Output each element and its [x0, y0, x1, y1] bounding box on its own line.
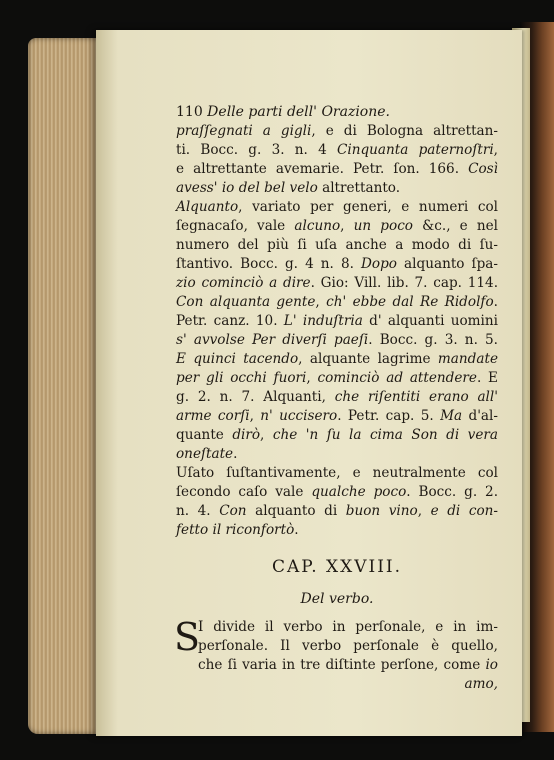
drop-cap-letter: S — [174, 615, 201, 659]
text-run: zio — [176, 275, 202, 291]
text-line — [176, 217, 498, 236]
text-line — [176, 350, 498, 369]
text-run: , — [260, 427, 273, 443]
text-run: Petr. canz. 10. — [176, 313, 284, 329]
text-run: , variato per generi, e numeri col — [238, 199, 498, 215]
text-run: L' induſtria — [283, 313, 363, 329]
body-text-block — [176, 103, 498, 540]
text-line — [176, 236, 498, 255]
text-line — [176, 464, 498, 483]
text-run: alcuno — [294, 218, 341, 234]
text-run: . — [493, 294, 498, 310]
text-line — [176, 388, 498, 407]
text-run: ſecondo caſo vale — [176, 484, 312, 500]
text-run: perſonale. Il verbo perſonale è quello, — [198, 638, 498, 654]
text-line — [176, 445, 498, 464]
text-line — [176, 103, 498, 122]
text-run: , alquante lagrime — [298, 351, 438, 367]
text-run: Delle parti dell' Orazione. — [202, 104, 390, 120]
text-line — [176, 502, 498, 521]
text-run: . Gio: Vill. lib. 7. cap. 114. — [310, 275, 499, 291]
text-run: quante — [176, 427, 233, 443]
chapter-subtitle: Del verbo. — [300, 591, 374, 607]
text-run: che 'n ſu la cima Son di vera — [272, 427, 498, 443]
chapter-heading: CAP. XXVIII. — [271, 557, 403, 577]
text-run: cominciò ad attendere — [317, 370, 477, 386]
text-run: cominciò a dire — [201, 275, 311, 291]
text-run: oneſtate — [176, 446, 234, 462]
text-line — [176, 179, 498, 198]
text-line — [176, 141, 498, 160]
text-run: s' avvolse Per diverſi paeſi — [176, 332, 369, 348]
text-run: alquanto di — [246, 503, 346, 519]
text-line — [176, 521, 498, 540]
text-run: Con — [219, 503, 247, 519]
text-run: io — [485, 657, 498, 673]
text-run: &c., e nel — [413, 218, 499, 234]
text-run: e di con- — [430, 503, 498, 519]
text-line — [176, 274, 498, 293]
text-line — [176, 198, 498, 217]
text-run: buon vino — [345, 503, 418, 519]
text-line — [176, 426, 498, 445]
text-line — [176, 331, 498, 350]
text-run: per gli occhi fuori — [176, 370, 307, 386]
text-line — [176, 483, 498, 502]
text-run: Dopo — [361, 256, 397, 272]
text-run: . Bocc. g. 2. — [406, 484, 499, 500]
text-run: che ſi varia in tre diſtinte perſone, come — [198, 657, 486, 673]
text-run: d'al- — [462, 408, 498, 424]
text-run: . E — [476, 370, 498, 386]
paragraph-line — [198, 637, 498, 656]
text-run: un poco — [353, 218, 413, 234]
text-run: , — [249, 408, 261, 424]
catchword-text: amo, — [464, 676, 498, 692]
text-run: g. 2. n. 7. Alquanti, — [176, 389, 335, 405]
text-run: numero del più ſi uſa anche a modo di ſu- — [176, 237, 498, 253]
text-run: Così — [468, 161, 498, 177]
text-run: mandate — [437, 351, 498, 367]
text-run: altrettanto. — [317, 180, 401, 196]
text-run: arme corſi — [176, 408, 250, 424]
text-run: che riſentiti erano all' — [334, 389, 498, 405]
text-line — [176, 369, 498, 388]
text-run: 110 — [176, 104, 203, 120]
paragraph-line — [198, 656, 498, 675]
text-run: Con — [176, 294, 204, 310]
text-run: . Bocc. g. 3. n. 5. — [368, 332, 498, 348]
text-run: E quinci tacendo — [176, 351, 299, 367]
text-run: Cinquanta paternoſtri — [336, 142, 494, 158]
text-run: Alquanto — [176, 199, 239, 215]
text-run: , — [306, 370, 318, 386]
text-line — [176, 122, 498, 141]
text-run: e altrettante avemarie. Petr. ſon. 166. — [176, 161, 469, 177]
text-line — [176, 407, 498, 426]
text-run: qualche poco — [311, 484, 407, 500]
text-run: , e di Bologna altrettan- — [311, 123, 498, 139]
text-line — [176, 312, 498, 331]
catchword — [176, 675, 498, 694]
text-run: Uſato ſuſtantivamente, e neutralmente col — [176, 465, 498, 481]
text-run: fetto il riconfortò — [176, 522, 295, 538]
paragraph-line — [198, 618, 498, 637]
text-run: I divide il verbo in perſonale, e in im- — [198, 619, 498, 635]
text-run: . — [233, 446, 238, 462]
text-run: , — [340, 218, 354, 234]
text-run: , — [315, 294, 327, 310]
text-run: , — [417, 503, 431, 519]
page-text — [176, 103, 498, 694]
text-run: . Petr. cap. 5. — [337, 408, 441, 424]
text-line — [176, 293, 498, 312]
text-run: d' alquanti uomini — [362, 313, 499, 329]
text-run: ch' ebbe dal Re Ridolfo — [326, 294, 494, 310]
text-run: . — [294, 522, 299, 538]
text-run: avess' io del bel velo — [176, 180, 318, 196]
text-run: ſtantivo. Bocc. g. 4 n. 8. — [176, 256, 361, 272]
chapter-paragraph — [174, 615, 498, 675]
text-run: n' uccisero — [260, 408, 338, 424]
text-run: ſegnacaſo, vale — [176, 218, 295, 234]
text-run: n. 4. — [176, 503, 220, 519]
text-run: , — [493, 142, 498, 158]
text-run: alquanto ſpa- — [396, 256, 498, 272]
text-line — [176, 160, 498, 179]
text-run: praſſegnati a gigli — [176, 123, 312, 139]
text-run: ti. Bocc. g. 3. n. 4 — [176, 142, 337, 158]
text-run: alquanta gente — [203, 294, 316, 310]
text-line — [176, 255, 498, 274]
text-run: Ma — [440, 408, 463, 424]
text-run: dirò — [232, 427, 261, 443]
